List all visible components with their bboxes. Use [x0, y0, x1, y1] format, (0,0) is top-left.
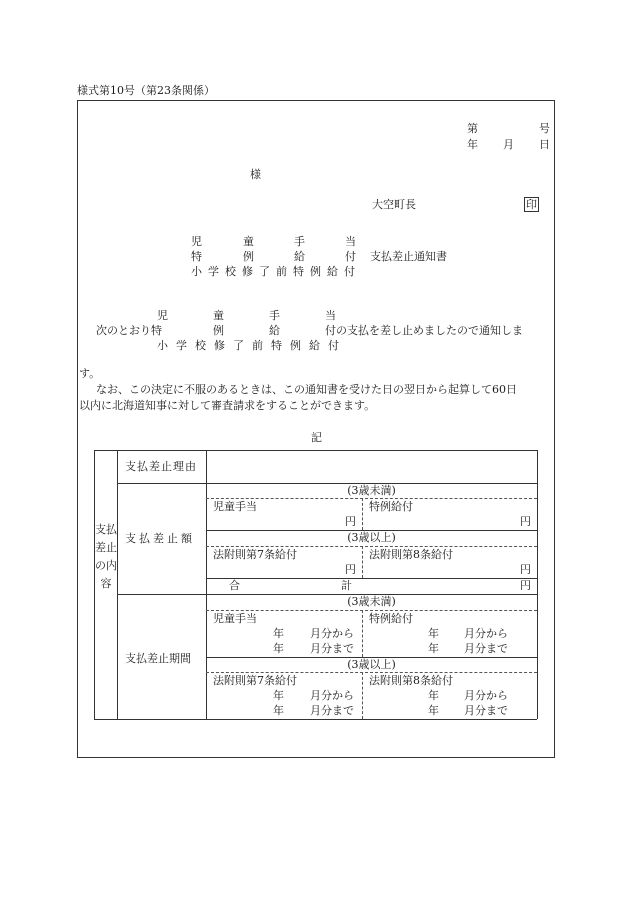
- table-side-divider: [117, 450, 118, 719]
- body-row3-char: 前: [252, 339, 263, 352]
- body-continuation: す。: [79, 367, 101, 380]
- title-row2-char: 特: [191, 250, 202, 263]
- title-row3-char: 学: [208, 265, 219, 278]
- year-unit: 年: [273, 689, 284, 702]
- title-row1-char: 児: [191, 235, 202, 248]
- art8-label: 法附則第8条給付: [369, 548, 453, 561]
- appeal-notice-line1: なお、この決定に不服のあるときは、この通知書を受けた日の翌日から起算して60日: [96, 383, 517, 396]
- title-row3-char: 修: [242, 265, 253, 278]
- jidou-label: 児童手当: [213, 500, 257, 513]
- art7-label: 法附則第7条給付: [213, 548, 297, 561]
- from-label: 月分から: [310, 689, 354, 702]
- date-year: 年: [467, 138, 478, 151]
- ki-heading: 記: [311, 431, 322, 444]
- yen-unit: 円: [520, 579, 531, 592]
- body-row3-char: 校: [195, 339, 206, 352]
- body-row3-char: 付: [328, 339, 339, 352]
- dashed-column: [362, 672, 363, 719]
- body-row3-char: 給: [309, 339, 320, 352]
- body-row3-char: 学: [176, 339, 187, 352]
- to-label: 月分まで: [464, 704, 508, 717]
- body-row2-char: 給: [269, 324, 280, 337]
- body-row2-char: 例: [213, 324, 224, 337]
- year-unit: 年: [428, 689, 439, 702]
- yen-unit: 円: [345, 515, 356, 528]
- table-border-bottom: [94, 719, 537, 720]
- body-row3-char: 修: [214, 339, 225, 352]
- total-label-b: 計: [341, 579, 352, 592]
- art7-label: 法附則第7条給付: [213, 674, 297, 687]
- year-unit: 年: [428, 704, 439, 717]
- yen-unit: 円: [345, 563, 356, 576]
- title-row3-char: 前: [276, 265, 287, 278]
- year-unit: 年: [428, 627, 439, 640]
- title-row3-char: 例: [310, 265, 321, 278]
- title-row1-char: 当: [345, 235, 356, 248]
- to-label: 月分まで: [310, 642, 354, 655]
- from-label: 月分から: [310, 627, 354, 640]
- body-row2-tail: 付の支払を差し止めましたので通知しま: [325, 324, 523, 337]
- body-row1-char: 児: [157, 309, 168, 322]
- dashed-divider: [206, 498, 537, 499]
- art8-label: 法附則第8条給付: [369, 674, 453, 687]
- year-unit: 年: [273, 627, 284, 640]
- title-suffix: 支払差止通知書: [370, 250, 447, 263]
- body-row3-char: 小: [157, 339, 168, 352]
- title-row2-char: 付: [345, 250, 356, 263]
- dashed-column: [362, 610, 363, 657]
- from-label: 月分から: [464, 627, 508, 640]
- addressee-honorific: 様: [250, 168, 261, 181]
- table-border-right: [537, 450, 538, 719]
- seal-mark: 印: [526, 198, 537, 211]
- row-divider: [206, 578, 537, 579]
- body-row1-char: 童: [213, 309, 224, 322]
- dashed-column: [362, 546, 363, 578]
- number-suffix: 号: [539, 122, 550, 135]
- title-row2-char: 給: [294, 250, 305, 263]
- body-prefix: 次のとおり特: [96, 324, 162, 337]
- body-row3-char: 例: [290, 339, 301, 352]
- amount-label: 支払差止額: [125, 532, 195, 545]
- body-row3-char: 特: [271, 339, 282, 352]
- side-label: 支払差止の内容: [95, 523, 117, 590]
- date-day: 日: [539, 138, 550, 151]
- dashed-divider: [206, 610, 537, 611]
- yen-unit: 円: [520, 515, 531, 528]
- issuer-name: 大空町長: [372, 198, 416, 211]
- title-row2-char: 例: [243, 250, 254, 263]
- title-row3-char: 校: [225, 265, 236, 278]
- table-border-top: [94, 450, 537, 451]
- total-label-a: 合: [229, 579, 240, 592]
- under3-heading: (3歳未満): [347, 484, 396, 497]
- period-label: 支払差止期間: [125, 652, 191, 665]
- year-unit: 年: [428, 642, 439, 655]
- date-month: 月: [503, 138, 514, 151]
- title-row1-char: 童: [243, 235, 254, 248]
- tokurei-label: 特例給付: [369, 612, 413, 625]
- from-label: 月分から: [464, 689, 508, 702]
- title-row3-char: 付: [344, 265, 355, 278]
- year-unit: 年: [273, 704, 284, 717]
- title-row3-char: 給: [327, 265, 338, 278]
- title-row3-char: 了: [259, 265, 270, 278]
- title-row3-char: 小: [191, 265, 202, 278]
- appeal-notice-line2: 以内に北海道知事に対して審査請求をすることができます。: [79, 399, 376, 412]
- tokurei-label: 特例給付: [369, 500, 413, 513]
- over3-heading: (3歳以上): [347, 658, 396, 671]
- over3-heading: (3歳以上): [347, 531, 396, 544]
- dashed-divider: [206, 546, 537, 547]
- dashed-column: [362, 498, 363, 530]
- title-row1-char: 手: [294, 235, 305, 248]
- title-row3-char: 特: [293, 265, 304, 278]
- body-row3-char: 了: [233, 339, 244, 352]
- to-label: 月分まで: [464, 642, 508, 655]
- number-prefix: 第: [467, 122, 478, 135]
- reason-label: 支払差止理由: [125, 460, 197, 473]
- body-row1-char: 当: [325, 309, 336, 322]
- yen-unit: 円: [520, 563, 531, 576]
- body-row1-char: 手: [269, 309, 280, 322]
- year-unit: 年: [273, 642, 284, 655]
- under3-heading: (3歳未満): [347, 595, 396, 608]
- jidou-label: 児童手当: [213, 612, 257, 625]
- dashed-divider: [206, 672, 537, 673]
- form-label: 様式第10号（第23条関係）: [77, 84, 215, 97]
- to-label: 月分まで: [310, 704, 354, 717]
